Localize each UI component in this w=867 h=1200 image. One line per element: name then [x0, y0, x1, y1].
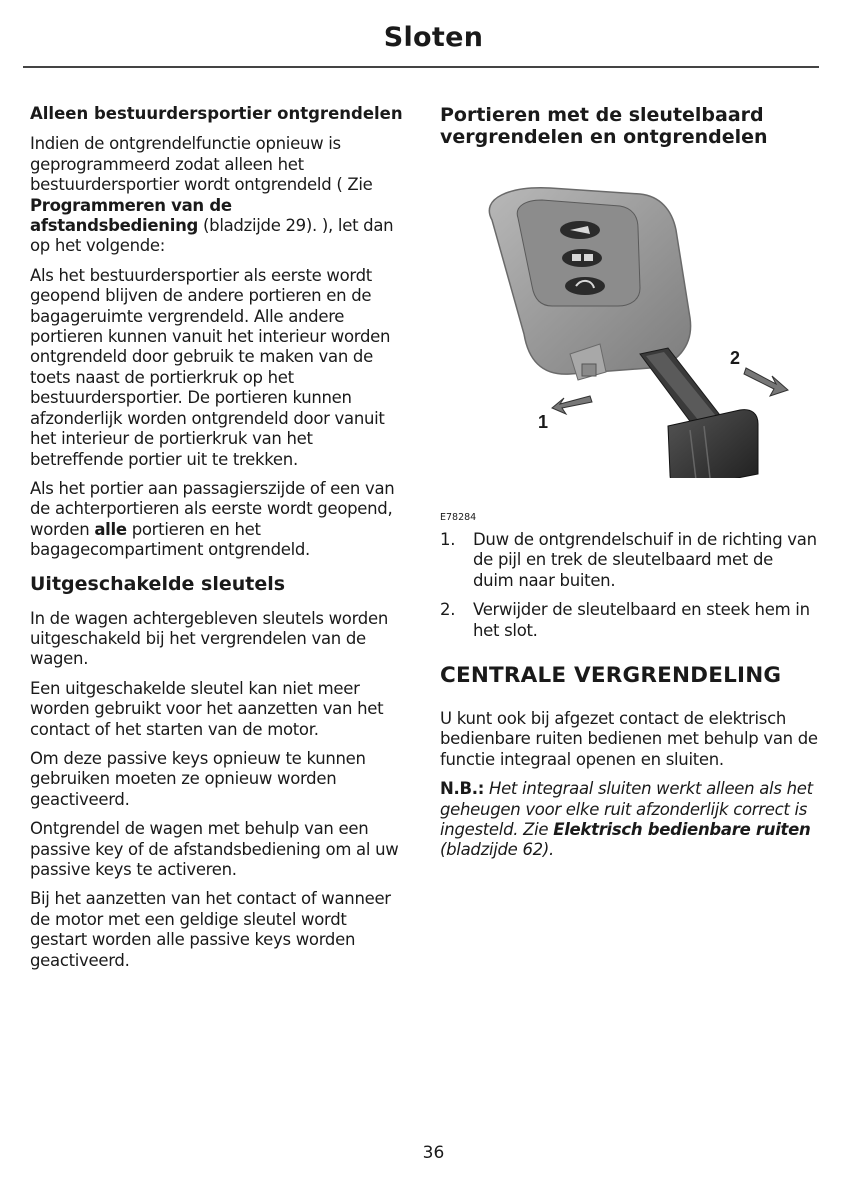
callout-1-label: 1 [538, 412, 549, 432]
step-text: Verwijder de sleutelbaard en steek hem in het slot. [473, 600, 810, 640]
heading-central-locking: CENTRALE VERGRENDELING [440, 663, 782, 689]
paragraph-reprogram [30, 134, 405, 256]
paragraph-driver-first: Als het bestuurdersportier als eerste wordt geopend blijven de andere portieren en de bagageruimte vergrendeld. Alle andere portieren kunnen vanuit het interieur worden ontgrendeld door gebruik te maken van de toets naast de portierkruk op het bestuurdersportier. De portieren kunnen afzonderlijk worden ontgrendeld door vanuit het interieur de portierkruk van het betreffende portier uit te trekken. [30, 265, 391, 469]
paragraph-passenger-text-1: Als het portier aan passagierszijde of een van de achterportieren als eerste wordt geopend, worden [30, 478, 395, 539]
paragraph-reprogram-text-2: (bladzijde 29). ), let dan op het volgende: [30, 216, 394, 256]
right-column [440, 104, 818, 870]
step-number: 2. [440, 600, 456, 620]
key-fob-drawing [440, 158, 818, 478]
paragraph-unlock-activate: Ontgrendel de wagen met behulp van een passive key of de afstandsbediening om al uw passive keys te activeren. [30, 819, 399, 879]
paragraph-ignition-activate: Bij het aanzetten van het contact of wanneer de motor met een geldige sleutel wordt gestart worden alle passive keys worden geactiveerd. [30, 889, 391, 970]
note-label: N.B.: [440, 779, 485, 799]
heading-driver-door-unlock: Alleen bestuurdersportier ontgrendelen [30, 104, 403, 123]
paragraph-passenger-text-2: portieren en het bagagecompartiment ontgrendeld. [30, 519, 311, 560]
note-text-1: Het integraal sluiten werkt alleen als het geheugen voor elke ruit afzonderlijk correct is ingesteld. Zie [440, 779, 813, 840]
figure-code: E78284 [440, 512, 477, 523]
step-number: 1. [440, 530, 456, 549]
emphasis-all: alle [94, 519, 127, 539]
paragraph-global-windows: U kunt ook bij afgezet contact de elektrisch bedienbare ruiten bedienen met behulp van de functie integraal openen en sluiten. [440, 709, 818, 769]
title-divider [23, 66, 819, 68]
link-power-windows[interactable]: Elektrisch bedienbare ruiten [553, 820, 811, 840]
note-paragraph [440, 779, 818, 861]
heading-key-blade: Portieren met de sleutelbaard vergrendelen en ontgrendelen [440, 104, 768, 148]
trunk-button-icon [565, 277, 605, 295]
paragraph-passenger-first [30, 479, 405, 561]
paragraph-disabled-key: Een uitgeschakelde sleutel kan niet meer worden gebruikt voor het aanzetten van het contact of het starten van de motor. [30, 678, 384, 739]
left-column [30, 104, 405, 980]
page-title: Sloten [383, 22, 484, 53]
page-number: 36 [422, 1143, 445, 1163]
callout-2-label: 2 [730, 348, 741, 368]
blade-cap [668, 410, 758, 478]
paragraph-reactivate: Om deze passive keys opnieuw te kunnen gebruiken moeten ze opnieuw worden geactiveerd. [30, 748, 366, 809]
list-item [440, 600, 818, 641]
link-remote-programming[interactable]: Programmeren van de afstandsbediening [30, 195, 232, 236]
steps-list [440, 530, 818, 641]
arrow-2-icon [744, 368, 788, 396]
list-item [440, 530, 818, 591]
step-text: Duw de ontgrendelschuif in de richting van de pijl en trek de sleutelbaard met de duim naar buiten. [473, 530, 817, 590]
unlock-button-icon [562, 249, 602, 267]
paragraph-keys-left-behind: In de wagen achtergebleven sleutels worden uitgeschakeld bij het vergrendelen van de wagen. [30, 608, 388, 669]
heading-disabled-keys: Uitgeschakelde sleutels [30, 572, 286, 595]
note-text-2: (bladzijde 62). [440, 840, 554, 860]
paragraph-reprogram-text-1: Indien de ontgrendelfunctie opnieuw is geprogrammeerd zodat alleen het bestuurdersportier wordt ontgrendeld ( Zie [30, 134, 373, 195]
key-blade-illustration [440, 158, 818, 523]
arrow-1-icon [552, 396, 592, 414]
